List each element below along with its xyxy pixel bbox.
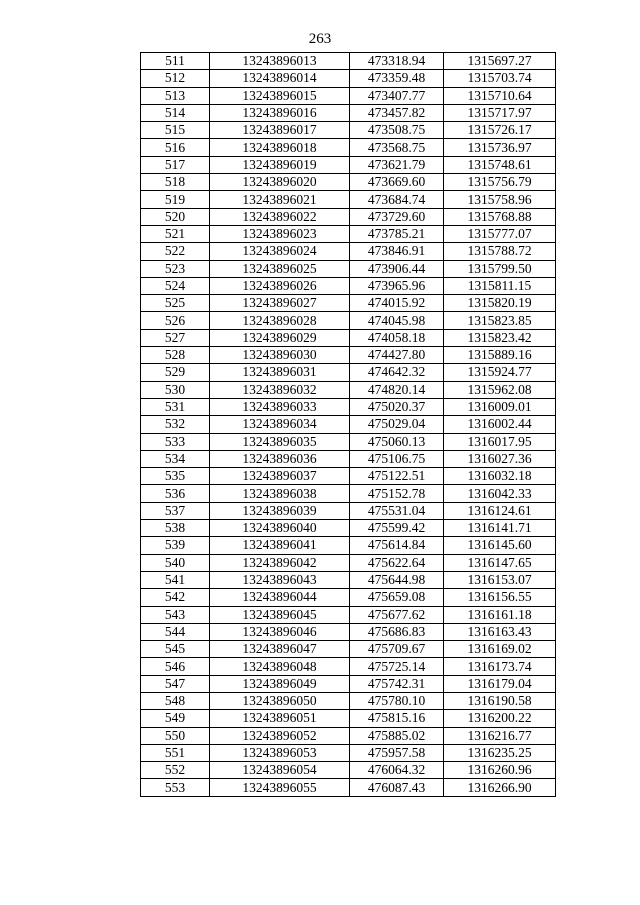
point-id-cell: 13243896032 bbox=[210, 381, 350, 398]
x-coordinate-cell: 475709.67 bbox=[350, 641, 444, 658]
y-coordinate-cell: 1316141.71 bbox=[444, 520, 556, 537]
point-number-cell: 536 bbox=[141, 485, 210, 502]
x-coordinate-cell: 475152.78 bbox=[350, 485, 444, 502]
table-row bbox=[141, 364, 556, 381]
point-id-cell: 13243896051 bbox=[210, 710, 350, 727]
y-coordinate-cell: 1315717.97 bbox=[444, 104, 556, 121]
x-coordinate-cell: 473508.75 bbox=[350, 122, 444, 139]
point-number-cell: 523 bbox=[141, 260, 210, 277]
table-row bbox=[141, 191, 556, 208]
point-number-cell: 546 bbox=[141, 658, 210, 675]
point-id-cell: 13243896022 bbox=[210, 208, 350, 225]
x-coordinate-cell: 473684.74 bbox=[350, 191, 444, 208]
x-coordinate-cell: 474045.98 bbox=[350, 312, 444, 329]
point-id-cell: 13243896030 bbox=[210, 347, 350, 364]
x-coordinate-cell: 473407.77 bbox=[350, 87, 444, 104]
point-number-cell: 524 bbox=[141, 277, 210, 294]
table-row bbox=[141, 589, 556, 606]
point-id-cell: 13243896045 bbox=[210, 606, 350, 623]
point-number-cell: 511 bbox=[141, 53, 210, 70]
x-coordinate-cell: 475659.08 bbox=[350, 589, 444, 606]
point-id-cell: 13243896016 bbox=[210, 104, 350, 121]
table-row bbox=[141, 485, 556, 502]
x-coordinate-cell: 476087.43 bbox=[350, 779, 444, 796]
point-id-cell: 13243896055 bbox=[210, 779, 350, 796]
point-number-cell: 553 bbox=[141, 779, 210, 796]
point-id-cell: 13243896026 bbox=[210, 277, 350, 294]
y-coordinate-cell: 1316009.01 bbox=[444, 398, 556, 415]
x-coordinate-cell: 473729.60 bbox=[350, 208, 444, 225]
x-coordinate-cell: 475780.10 bbox=[350, 692, 444, 709]
y-coordinate-cell: 1316145.60 bbox=[444, 537, 556, 554]
point-id-cell: 13243896033 bbox=[210, 398, 350, 415]
point-number-cell: 514 bbox=[141, 104, 210, 121]
point-id-cell: 13243896028 bbox=[210, 312, 350, 329]
point-id-cell: 13243896047 bbox=[210, 641, 350, 658]
x-coordinate-cell: 473457.82 bbox=[350, 104, 444, 121]
x-coordinate-cell: 475614.84 bbox=[350, 537, 444, 554]
point-id-cell: 13243896023 bbox=[210, 225, 350, 242]
y-coordinate-cell: 1315710.64 bbox=[444, 87, 556, 104]
table-row bbox=[141, 70, 556, 87]
point-number-cell: 552 bbox=[141, 762, 210, 779]
point-id-cell: 13243896036 bbox=[210, 450, 350, 467]
point-number-cell: 520 bbox=[141, 208, 210, 225]
x-coordinate-cell: 475599.42 bbox=[350, 520, 444, 537]
x-coordinate-cell: 475686.83 bbox=[350, 623, 444, 640]
page-number: 263 bbox=[308, 31, 332, 47]
point-number-cell: 543 bbox=[141, 606, 210, 623]
table-row bbox=[141, 139, 556, 156]
point-number-cell: 533 bbox=[141, 433, 210, 450]
y-coordinate-cell: 1315703.74 bbox=[444, 70, 556, 87]
point-number-cell: 531 bbox=[141, 398, 210, 415]
y-coordinate-cell: 1315736.97 bbox=[444, 139, 556, 156]
y-coordinate-cell: 1316042.33 bbox=[444, 485, 556, 502]
x-coordinate-cell: 473359.48 bbox=[350, 70, 444, 87]
table-row bbox=[141, 208, 556, 225]
point-id-cell: 13243896038 bbox=[210, 485, 350, 502]
x-coordinate-cell: 475029.04 bbox=[350, 416, 444, 433]
x-coordinate-cell: 475020.37 bbox=[350, 398, 444, 415]
y-coordinate-cell: 1315758.96 bbox=[444, 191, 556, 208]
x-coordinate-cell: 474642.32 bbox=[350, 364, 444, 381]
point-number-cell: 541 bbox=[141, 571, 210, 588]
table-row bbox=[141, 675, 556, 692]
x-coordinate-cell: 475677.62 bbox=[350, 606, 444, 623]
y-coordinate-cell: 1315823.85 bbox=[444, 312, 556, 329]
y-coordinate-cell: 1316173.74 bbox=[444, 658, 556, 675]
y-coordinate-cell: 1316169.02 bbox=[444, 641, 556, 658]
point-number-cell: 540 bbox=[141, 554, 210, 571]
point-id-cell: 13243896015 bbox=[210, 87, 350, 104]
x-coordinate-cell: 474820.14 bbox=[350, 381, 444, 398]
point-id-cell: 13243896040 bbox=[210, 520, 350, 537]
y-coordinate-cell: 1316235.25 bbox=[444, 744, 556, 761]
y-coordinate-cell: 1315756.79 bbox=[444, 174, 556, 191]
point-number-cell: 512 bbox=[141, 70, 210, 87]
table-row bbox=[141, 554, 556, 571]
table-row bbox=[141, 416, 556, 433]
y-coordinate-cell: 1315726.17 bbox=[444, 122, 556, 139]
x-coordinate-cell: 475644.98 bbox=[350, 571, 444, 588]
point-number-cell: 551 bbox=[141, 744, 210, 761]
x-coordinate-cell: 474058.18 bbox=[350, 329, 444, 346]
point-number-cell: 527 bbox=[141, 329, 210, 346]
x-coordinate-cell: 475815.16 bbox=[350, 710, 444, 727]
x-coordinate-cell: 473906.44 bbox=[350, 260, 444, 277]
table-row bbox=[141, 779, 556, 796]
y-coordinate-cell: 1316156.55 bbox=[444, 589, 556, 606]
x-coordinate-cell: 473318.94 bbox=[350, 53, 444, 70]
coordinate-table bbox=[140, 52, 556, 797]
table-row bbox=[141, 398, 556, 415]
y-coordinate-cell: 1316190.58 bbox=[444, 692, 556, 709]
point-id-cell: 13243896017 bbox=[210, 122, 350, 139]
point-id-cell: 13243896013 bbox=[210, 53, 350, 70]
point-id-cell: 13243896014 bbox=[210, 70, 350, 87]
point-id-cell: 13243896050 bbox=[210, 692, 350, 709]
table-row bbox=[141, 329, 556, 346]
table-row bbox=[141, 225, 556, 242]
x-coordinate-cell: 473568.75 bbox=[350, 139, 444, 156]
table-row bbox=[141, 277, 556, 294]
table-row bbox=[141, 243, 556, 260]
point-id-cell: 13243896054 bbox=[210, 762, 350, 779]
point-id-cell: 13243896043 bbox=[210, 571, 350, 588]
point-number-cell: 529 bbox=[141, 364, 210, 381]
point-id-cell: 13243896049 bbox=[210, 675, 350, 692]
table-row bbox=[141, 450, 556, 467]
point-number-cell: 525 bbox=[141, 295, 210, 312]
point-number-cell: 544 bbox=[141, 623, 210, 640]
x-coordinate-cell: 475531.04 bbox=[350, 502, 444, 519]
y-coordinate-cell: 1316032.18 bbox=[444, 468, 556, 485]
y-coordinate-cell: 1316124.61 bbox=[444, 502, 556, 519]
point-id-cell: 13243896052 bbox=[210, 727, 350, 744]
point-id-cell: 13243896034 bbox=[210, 416, 350, 433]
table-row bbox=[141, 710, 556, 727]
x-coordinate-cell: 474015.92 bbox=[350, 295, 444, 312]
point-number-cell: 538 bbox=[141, 520, 210, 537]
x-coordinate-cell: 473965.96 bbox=[350, 277, 444, 294]
table-row bbox=[141, 641, 556, 658]
point-id-cell: 13243896041 bbox=[210, 537, 350, 554]
table-row bbox=[141, 727, 556, 744]
x-coordinate-cell: 475742.31 bbox=[350, 675, 444, 692]
y-coordinate-cell: 1316002.44 bbox=[444, 416, 556, 433]
y-coordinate-cell: 1316216.77 bbox=[444, 727, 556, 744]
table-row bbox=[141, 347, 556, 364]
table-row bbox=[141, 692, 556, 709]
x-coordinate-cell: 475622.64 bbox=[350, 554, 444, 571]
table-row bbox=[141, 433, 556, 450]
y-coordinate-cell: 1316161.18 bbox=[444, 606, 556, 623]
y-coordinate-cell: 1315823.42 bbox=[444, 329, 556, 346]
y-coordinate-cell: 1316017.95 bbox=[444, 433, 556, 450]
y-coordinate-cell: 1315697.27 bbox=[444, 53, 556, 70]
point-id-cell: 13243896019 bbox=[210, 156, 350, 173]
x-coordinate-cell: 475122.51 bbox=[350, 468, 444, 485]
point-number-cell: 530 bbox=[141, 381, 210, 398]
point-id-cell: 13243896029 bbox=[210, 329, 350, 346]
point-number-cell: 522 bbox=[141, 243, 210, 260]
y-coordinate-cell: 1316260.96 bbox=[444, 762, 556, 779]
point-id-cell: 13243896020 bbox=[210, 174, 350, 191]
x-coordinate-cell: 476064.32 bbox=[350, 762, 444, 779]
table-row bbox=[141, 104, 556, 121]
x-coordinate-cell: 473785.21 bbox=[350, 225, 444, 242]
table-row bbox=[141, 762, 556, 779]
point-id-cell: 13243896035 bbox=[210, 433, 350, 450]
y-coordinate-cell: 1315811.15 bbox=[444, 277, 556, 294]
table-row bbox=[141, 156, 556, 173]
table-row bbox=[141, 53, 556, 70]
x-coordinate-cell: 475957.58 bbox=[350, 744, 444, 761]
point-number-cell: 519 bbox=[141, 191, 210, 208]
y-coordinate-cell: 1315799.50 bbox=[444, 260, 556, 277]
point-number-cell: 517 bbox=[141, 156, 210, 173]
point-number-cell: 532 bbox=[141, 416, 210, 433]
point-number-cell: 550 bbox=[141, 727, 210, 744]
y-coordinate-cell: 1316027.36 bbox=[444, 450, 556, 467]
y-coordinate-cell: 1315788.72 bbox=[444, 243, 556, 260]
table-row bbox=[141, 174, 556, 191]
x-coordinate-cell: 474427.80 bbox=[350, 347, 444, 364]
y-coordinate-cell: 1315820.19 bbox=[444, 295, 556, 312]
table-row bbox=[141, 502, 556, 519]
point-number-cell: 547 bbox=[141, 675, 210, 692]
point-id-cell: 13243896018 bbox=[210, 139, 350, 156]
point-number-cell: 513 bbox=[141, 87, 210, 104]
point-number-cell: 528 bbox=[141, 347, 210, 364]
point-number-cell: 539 bbox=[141, 537, 210, 554]
point-id-cell: 13243896053 bbox=[210, 744, 350, 761]
table-row bbox=[141, 295, 556, 312]
table-row bbox=[141, 260, 556, 277]
table-row bbox=[141, 122, 556, 139]
point-id-cell: 13243896021 bbox=[210, 191, 350, 208]
point-number-cell: 521 bbox=[141, 225, 210, 242]
y-coordinate-cell: 1315777.07 bbox=[444, 225, 556, 242]
point-number-cell: 537 bbox=[141, 502, 210, 519]
point-id-cell: 13243896031 bbox=[210, 364, 350, 381]
point-id-cell: 13243896042 bbox=[210, 554, 350, 571]
point-number-cell: 548 bbox=[141, 692, 210, 709]
point-number-cell: 515 bbox=[141, 122, 210, 139]
point-id-cell: 13243896025 bbox=[210, 260, 350, 277]
point-number-cell: 534 bbox=[141, 450, 210, 467]
point-number-cell: 535 bbox=[141, 468, 210, 485]
table-row bbox=[141, 606, 556, 623]
point-number-cell: 545 bbox=[141, 641, 210, 658]
y-coordinate-cell: 1316153.07 bbox=[444, 571, 556, 588]
x-coordinate-cell: 475106.75 bbox=[350, 450, 444, 467]
table-row bbox=[141, 381, 556, 398]
point-id-cell: 13243896039 bbox=[210, 502, 350, 519]
point-id-cell: 13243896037 bbox=[210, 468, 350, 485]
table-row bbox=[141, 520, 556, 537]
y-coordinate-cell: 1315889.16 bbox=[444, 347, 556, 364]
point-number-cell: 518 bbox=[141, 174, 210, 191]
table-row bbox=[141, 87, 556, 104]
y-coordinate-cell: 1315924.77 bbox=[444, 364, 556, 381]
x-coordinate-cell: 473846.91 bbox=[350, 243, 444, 260]
table-row bbox=[141, 571, 556, 588]
table-row bbox=[141, 468, 556, 485]
y-coordinate-cell: 1315768.88 bbox=[444, 208, 556, 225]
y-coordinate-cell: 1316163.43 bbox=[444, 623, 556, 640]
x-coordinate-cell: 475885.02 bbox=[350, 727, 444, 744]
y-coordinate-cell: 1316266.90 bbox=[444, 779, 556, 796]
point-number-cell: 549 bbox=[141, 710, 210, 727]
table-row bbox=[141, 312, 556, 329]
table-row bbox=[141, 537, 556, 554]
table-row bbox=[141, 744, 556, 761]
x-coordinate-cell: 475060.13 bbox=[350, 433, 444, 450]
point-number-cell: 516 bbox=[141, 139, 210, 156]
point-id-cell: 13243896024 bbox=[210, 243, 350, 260]
x-coordinate-cell: 473621.79 bbox=[350, 156, 444, 173]
point-number-cell: 526 bbox=[141, 312, 210, 329]
point-id-cell: 13243896027 bbox=[210, 295, 350, 312]
table-row bbox=[141, 623, 556, 640]
y-coordinate-cell: 1316147.65 bbox=[444, 554, 556, 571]
point-id-cell: 13243896046 bbox=[210, 623, 350, 640]
table-body bbox=[141, 53, 556, 797]
y-coordinate-cell: 1315962.08 bbox=[444, 381, 556, 398]
y-coordinate-cell: 1316179.04 bbox=[444, 675, 556, 692]
table-row bbox=[141, 658, 556, 675]
x-coordinate-cell: 475725.14 bbox=[350, 658, 444, 675]
point-id-cell: 13243896048 bbox=[210, 658, 350, 675]
y-coordinate-cell: 1315748.61 bbox=[444, 156, 556, 173]
y-coordinate-cell: 1316200.22 bbox=[444, 710, 556, 727]
point-id-cell: 13243896044 bbox=[210, 589, 350, 606]
point-number-cell: 542 bbox=[141, 589, 210, 606]
x-coordinate-cell: 473669.60 bbox=[350, 174, 444, 191]
